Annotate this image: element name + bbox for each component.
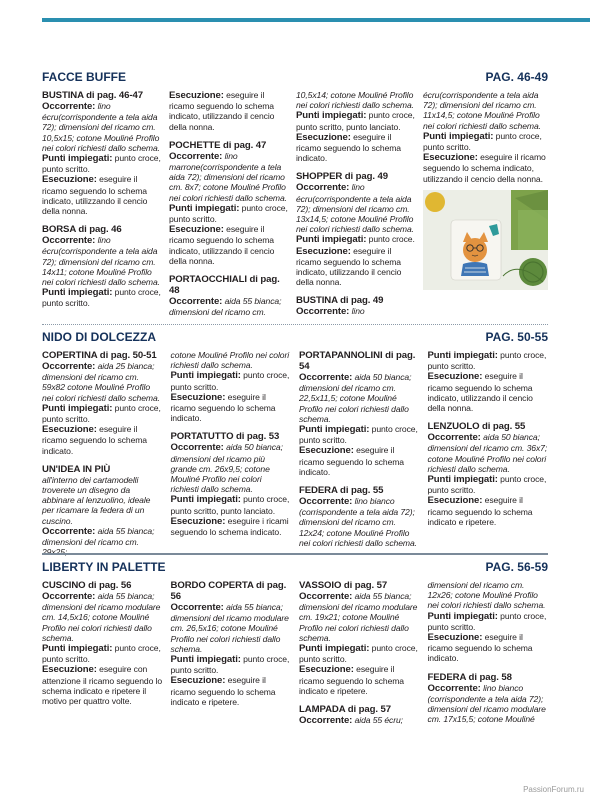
field-label: Occorrente: bbox=[42, 235, 96, 247]
field-value: punto croce, punto scritto. bbox=[427, 350, 547, 372]
field-value: all'interno dei cartamodelli troverete un disegno da abbinare al lenzuolino, ideale per ricamare la federa di un cuscino. bbox=[42, 474, 151, 526]
item-paragraph bbox=[299, 664, 420, 696]
field-label: Occorrente: bbox=[42, 591, 96, 602]
top-accent-bar bbox=[42, 18, 590, 22]
field-value: eseguire il ricamo seguendo lo schema indicato. bbox=[170, 391, 276, 424]
field-value: punto croce, punto scritto. bbox=[42, 643, 161, 665]
field-label: Esecuzione: bbox=[299, 445, 354, 457]
column bbox=[296, 90, 415, 318]
field-label: Occorrente: bbox=[42, 525, 96, 537]
item-paragraph bbox=[171, 370, 292, 391]
column bbox=[42, 90, 161, 318]
item-paragraph bbox=[42, 591, 163, 643]
field-label: Occorrente: bbox=[170, 442, 224, 454]
item-paragraph bbox=[169, 203, 288, 224]
item-paragraph bbox=[42, 643, 163, 664]
field-label: Punti impiegati: bbox=[169, 202, 240, 214]
field-value: lino écru(corrispondente a tela aida 72); dimensioni del ricamo cm. 14x11; cotone Mouliné Profilo nei colori richiesti dallo schema. bbox=[42, 235, 160, 288]
item-paragraph bbox=[171, 675, 292, 707]
item-paragraph bbox=[299, 496, 420, 548]
item-paragraph bbox=[42, 174, 161, 216]
column bbox=[171, 580, 292, 726]
field-label: Occorrente: bbox=[299, 496, 353, 508]
column bbox=[171, 350, 292, 557]
field-label: Esecuzione: bbox=[299, 664, 354, 676]
spacer bbox=[296, 287, 415, 295]
field-value: aida 50 bianca; dimensioni del ricamo cm. 36x7; cotone Mouliné Profilo nei colori richiesti dallo schema. bbox=[427, 432, 548, 474]
section-pages: PAG. 46-49 bbox=[485, 70, 548, 84]
field-label: Punti impiegati: bbox=[42, 402, 113, 414]
spacer bbox=[296, 163, 415, 171]
column bbox=[299, 350, 420, 557]
column bbox=[42, 350, 163, 557]
item-title: PORTAPANNOLINI di pag. 54 bbox=[299, 350, 416, 372]
item-paragraph bbox=[171, 350, 292, 370]
item-paragraph bbox=[428, 474, 549, 495]
field-value: aida 50 bianca; dimensioni del ricamo cm. 22,5x11,5; cotone Mouliné Profilo nei colori richiesti dallo schema. bbox=[299, 372, 412, 424]
field-value: cotone Mouliné Profilo nei colori richiesti dallo schema. bbox=[170, 350, 290, 371]
item-paragraph bbox=[42, 403, 163, 424]
footer-watermark: PassionForum.ru bbox=[523, 785, 584, 794]
item-paragraph bbox=[428, 432, 549, 474]
field-value: eseguire con attenzione il ricamo seguendo lo schema indicato e ripetere il motivo per quattro volte. bbox=[42, 664, 163, 707]
field-value: eseguire il ricamo seguendo lo schema indicato. bbox=[42, 424, 147, 456]
field-label: Esecuzione: bbox=[170, 391, 226, 403]
item-paragraph bbox=[171, 654, 292, 675]
item-title: BORSA di pag. 46 bbox=[42, 224, 122, 236]
spacer bbox=[42, 456, 163, 464]
item-title: BORDO COPERTA di pag. 56 bbox=[170, 580, 287, 602]
field-value: punto croce. bbox=[366, 234, 415, 245]
item-paragraph bbox=[428, 611, 549, 632]
field-label: Punti impiegati: bbox=[42, 153, 113, 165]
item-paragraph bbox=[42, 101, 161, 153]
field-label: Occorrente: bbox=[427, 432, 481, 444]
item-title: FEDERA di pag. 58 bbox=[427, 671, 512, 683]
field-label: Esecuzione: bbox=[296, 245, 351, 257]
item-title: CUSCINO di pag. 56 bbox=[42, 580, 132, 591]
section-title: LIBERTY IN PALETTE bbox=[42, 560, 166, 574]
field-label: Punti impiegati: bbox=[423, 130, 494, 142]
item-paragraph bbox=[169, 90, 288, 132]
spacer bbox=[169, 132, 288, 140]
field-label: Esecuzione: bbox=[42, 664, 97, 676]
spacer bbox=[42, 216, 161, 224]
spacer bbox=[299, 696, 420, 704]
column bbox=[423, 90, 548, 318]
item-paragraph bbox=[428, 495, 549, 527]
item-paragraph bbox=[171, 602, 292, 654]
field-label: Occorrente: bbox=[296, 306, 350, 318]
field-value: aida 55 bianca; dimensioni del ricamo modulare cm. 26,5x16; cotone Mouliné Profilo nei colori richiesti dallo schema. bbox=[170, 602, 289, 654]
item-paragraph bbox=[296, 132, 415, 164]
field-value: eseguire il ricamo seguendo lo schema indicato e ripetere. bbox=[299, 664, 404, 696]
spacer bbox=[169, 266, 288, 274]
field-value: punto croce, punto scritto. bbox=[299, 643, 418, 665]
field-label: Esecuzione: bbox=[169, 224, 224, 236]
section-pages: PAG. 56-59 bbox=[485, 560, 548, 574]
section-header bbox=[42, 70, 548, 86]
field-value: aida 55 écru; bbox=[352, 715, 403, 726]
field-label: Esecuzione: bbox=[296, 131, 351, 143]
field-value: punto croce, punto scritto, punto lanciato. bbox=[170, 494, 290, 516]
item-paragraph bbox=[299, 715, 420, 726]
field-value: dimensioni del ricamo cm. 12x26; cotone Mouliné Profilo nei colori richiesti dallo schema. bbox=[427, 580, 546, 611]
item-paragraph bbox=[42, 424, 163, 456]
item-title: BUSTINA di pag. 49 bbox=[296, 295, 384, 307]
column bbox=[42, 580, 163, 726]
column bbox=[169, 90, 288, 318]
field-value: aida 55 bianca; dimensioni del ricamo modulare cm. 14,5x16; cotone Mouliné Profilo nei colori richiesti dallo schema. bbox=[42, 591, 161, 643]
field-value: lino écru(corrispondente a tela aida 72); dimensioni del ricamo cm. 13x14,5; cotone Mouliné Profilo nei colori richiesti dallo schema. bbox=[296, 182, 414, 235]
item-paragraph bbox=[42, 287, 161, 308]
field-value: 10,5x14; cotone Mouliné Profilo nei colori richiesti dallo schema. bbox=[296, 90, 414, 111]
item-paragraph bbox=[169, 296, 288, 317]
field-value: eseguire il ricamo seguendo lo schema indicato, utilizzando il cencio della nonna. bbox=[42, 174, 148, 217]
field-value: punto croce, punto scritto. bbox=[42, 402, 161, 425]
item-title: PORTAOCCHIALI di pag. 48 bbox=[169, 274, 280, 297]
item-paragraph bbox=[299, 445, 420, 477]
item-title: FEDERA di pag. 55 bbox=[299, 485, 384, 497]
field-value: aida 50 bianca; dimensioni del ricamo più grande cm. 26x9,5; cotone Mouliné Profilo nei colori richiesti dallo schema. bbox=[170, 442, 283, 495]
field-label: Punti impiegati: bbox=[170, 494, 241, 506]
field-value: eseguire il ricamo seguendo lo schema indicato, utilizzando il cencio della nonna. bbox=[423, 152, 546, 184]
section-title: NIDO DI DOLCEZZA bbox=[42, 330, 156, 344]
field-value: punto croce, punto scritto. bbox=[42, 287, 161, 309]
field-label: Esecuzione: bbox=[423, 152, 478, 164]
photo-illustration bbox=[423, 190, 548, 290]
item-title: UN'IDEA IN PIÙ bbox=[42, 463, 111, 475]
item-paragraph bbox=[42, 153, 161, 174]
item-paragraph bbox=[299, 643, 420, 664]
field-value: eseguire il ricamo seguendo lo schema indicato. bbox=[296, 131, 401, 164]
item-title: POCHETTE di pag. 47 bbox=[169, 139, 267, 151]
item-paragraph bbox=[169, 151, 288, 203]
field-label: Esecuzione: bbox=[169, 90, 224, 101]
field-value: punto croce, punto scritto. bbox=[42, 153, 161, 175]
field-value: eseguire il ricamo seguendo lo schema indicato e ripetere. bbox=[427, 495, 533, 527]
item-paragraph bbox=[171, 442, 292, 494]
field-label: Occorrente: bbox=[42, 101, 96, 112]
item-paragraph bbox=[423, 152, 548, 184]
item-paragraph bbox=[42, 235, 161, 287]
field-label: Esecuzione: bbox=[42, 424, 97, 436]
field-label: Punti impiegati: bbox=[42, 643, 113, 655]
item-paragraph bbox=[171, 392, 292, 424]
field-value: eseguire il ricamo seguendo lo schema indicato, utilizzando il cencio della nonna. bbox=[296, 245, 402, 288]
field-value: punto croce, punto scritto. bbox=[427, 610, 547, 632]
item-paragraph bbox=[428, 371, 549, 413]
field-value: aida 55 bianca; dimensioni del ricamo cm. bbox=[42, 525, 155, 548]
item-paragraph bbox=[428, 350, 549, 371]
section-facce-buffe bbox=[42, 70, 548, 318]
item-paragraph bbox=[42, 361, 163, 403]
item-paragraph bbox=[169, 224, 288, 266]
field-value: punto croce, punto scritto. bbox=[169, 202, 288, 225]
item-title: PORTATUTTO di pag. 53 bbox=[170, 431, 280, 443]
field-value: punto croce, punto scritto. bbox=[170, 654, 290, 676]
item-title: VASSOIO di pag. 57 bbox=[299, 580, 388, 591]
item-paragraph bbox=[296, 90, 415, 110]
field-label: Punti impiegati: bbox=[427, 474, 498, 486]
cat-pouch-photo bbox=[423, 190, 548, 290]
field-value: eseguire il ricamo seguendo lo schema indicato, utilizzando il cencio della nonna. bbox=[427, 371, 533, 414]
item-paragraph bbox=[296, 234, 415, 245]
field-value: écru(corrispondente a tela aida 72); dimensioni del ricamo cm. 11x14,5; cotone Mouliné Profilo nei colori richiesti dallo schema. bbox=[423, 90, 541, 131]
field-value: punto croce, punto scritto. bbox=[427, 474, 547, 496]
item-paragraph bbox=[428, 683, 549, 725]
field-value: punto croce, punto scritto. bbox=[423, 130, 542, 153]
field-value: lino bianco (corrispondente a tela aida 72); dimensioni del ricamo modulare cm. 17x15,5; cotone Mouliné bbox=[427, 682, 546, 725]
column bbox=[428, 580, 549, 726]
item-paragraph bbox=[42, 664, 163, 706]
field-value: punto croce, punto scritto. bbox=[170, 370, 290, 392]
item-title: LAMPADA di pag. 57 bbox=[299, 704, 392, 716]
field-label: Occorrente: bbox=[170, 602, 224, 613]
field-label: Occorrente: bbox=[169, 150, 223, 162]
field-label: Punti impiegati: bbox=[299, 424, 370, 436]
field-value: eseguire il ricamo seguendo lo schema indicato. bbox=[427, 632, 533, 664]
field-label: Occorrente: bbox=[299, 591, 353, 602]
field-value: eseguire il ricamo seguendo lo schema indicato. bbox=[299, 445, 404, 477]
field-label: Occorrente: bbox=[296, 182, 350, 194]
column-text bbox=[423, 90, 548, 184]
spacer bbox=[171, 423, 292, 431]
field-label: Occorrente: bbox=[42, 361, 96, 372]
spacer bbox=[428, 413, 549, 421]
item-title: BUSTINA di pag. 46-47 bbox=[42, 90, 143, 101]
field-value: eseguire il ricamo seguendo lo schema indicato, utilizzando il cencio della nonna. bbox=[169, 224, 275, 266]
field-label: Punti impiegati: bbox=[170, 654, 241, 666]
field-label: Punti impiegati: bbox=[427, 610, 498, 622]
item-paragraph bbox=[299, 372, 420, 424]
field-label: Esecuzione: bbox=[427, 371, 483, 383]
field-value: aida 55 bianca; dimensioni del ricamo modulare cm. 19x21; cotone Mouliné Profilo nei colori richiesti dallo schema. bbox=[299, 591, 418, 643]
field-label: Punti impiegati: bbox=[42, 287, 113, 299]
item-title: SHOPPER di pag. 49 bbox=[296, 171, 389, 183]
section-pages: PAG. 50-55 bbox=[485, 330, 548, 344]
item-paragraph bbox=[296, 306, 415, 317]
field-label: Punti impiegati: bbox=[427, 350, 498, 361]
field-label: Punti impiegati: bbox=[296, 110, 367, 122]
field-value: punto croce, punto scritto. bbox=[299, 424, 418, 446]
column bbox=[299, 580, 420, 726]
field-label: Occorrente: bbox=[299, 715, 353, 727]
item-paragraph bbox=[296, 182, 415, 234]
item-paragraph bbox=[42, 475, 163, 526]
field-value: punto croce, punto scritto, punto lanciato. bbox=[296, 110, 415, 132]
item-paragraph bbox=[423, 90, 548, 131]
field-value: lino écru(corrispondente a tela aida 72); dimensioni del ricamo cm. 10,5x15; cotone Mouliné Profilo nei colori richiesti dallo schema. bbox=[42, 101, 160, 153]
section-liberty-in-palette bbox=[42, 560, 548, 726]
section-divider bbox=[42, 553, 548, 555]
field-value: aida 25 bianca; dimensioni del ricamo cm. 59x82 cotone Mouliné Profilo nei colori richiesti dallo schema. bbox=[42, 361, 160, 403]
item-paragraph bbox=[428, 632, 549, 664]
field-label: Esecuzione: bbox=[42, 174, 97, 186]
item-paragraph bbox=[428, 580, 549, 611]
spacer bbox=[299, 477, 420, 485]
section-nido-di-dolcezza bbox=[42, 330, 548, 557]
field-label: Esecuzione: bbox=[427, 632, 483, 644]
field-value: aida 55 bianca; dimensioni del ricamo cm. bbox=[169, 296, 282, 318]
item-title: LENZUOLO di pag. 55 bbox=[427, 421, 526, 433]
item-paragraph bbox=[296, 246, 415, 288]
field-label: Esecuzione: bbox=[427, 495, 483, 507]
item-title: COPERTINA di pag. 50-51 bbox=[42, 350, 157, 361]
field-value: lino bbox=[349, 306, 365, 317]
item-paragraph bbox=[171, 494, 292, 515]
spacer bbox=[428, 664, 549, 672]
section-header bbox=[42, 560, 548, 576]
field-value: eseguire il ricamo seguendo lo schema indicato e ripetere. bbox=[170, 675, 276, 707]
field-label: Punti impiegati: bbox=[299, 643, 370, 655]
item-paragraph bbox=[296, 110, 415, 131]
section-title: FACCE BUFFE bbox=[42, 70, 126, 84]
item-paragraph bbox=[423, 131, 548, 152]
item-paragraph bbox=[299, 424, 420, 445]
field-value: lino marrone(corrispondente a tela aida 72); dimensioni del ricamo cm. 8x7; cotone Mouliné Profilo nei colori richiesti dallo schema. bbox=[169, 150, 287, 203]
field-value: eseguire il ricamo seguendo lo schema indicato, utilizzando il cencio della nonna. bbox=[169, 90, 275, 132]
section-header bbox=[42, 330, 548, 346]
field-label: Occorrente: bbox=[169, 296, 223, 308]
section-divider bbox=[42, 324, 548, 326]
field-value: eseguire i ricami seguendo lo schema indicato. bbox=[170, 515, 289, 538]
field-label: Esecuzione: bbox=[170, 675, 226, 687]
item-paragraph bbox=[171, 516, 292, 537]
field-label: Punti impiegati: bbox=[170, 370, 241, 382]
field-label: Occorrente: bbox=[427, 682, 481, 694]
field-value: lino bianco (corrispondente a tela aida 72); dimensioni del ricamo cm. 12x24; cotone Mouliné Profilo nei colori richiesti dallo schema. bbox=[299, 496, 417, 548]
field-label: Esecuzione: bbox=[170, 515, 226, 527]
field-label: Punti impiegati: bbox=[296, 234, 367, 246]
item-paragraph bbox=[299, 591, 420, 643]
field-label: Occorrente: bbox=[299, 372, 353, 383]
column bbox=[428, 350, 549, 557]
